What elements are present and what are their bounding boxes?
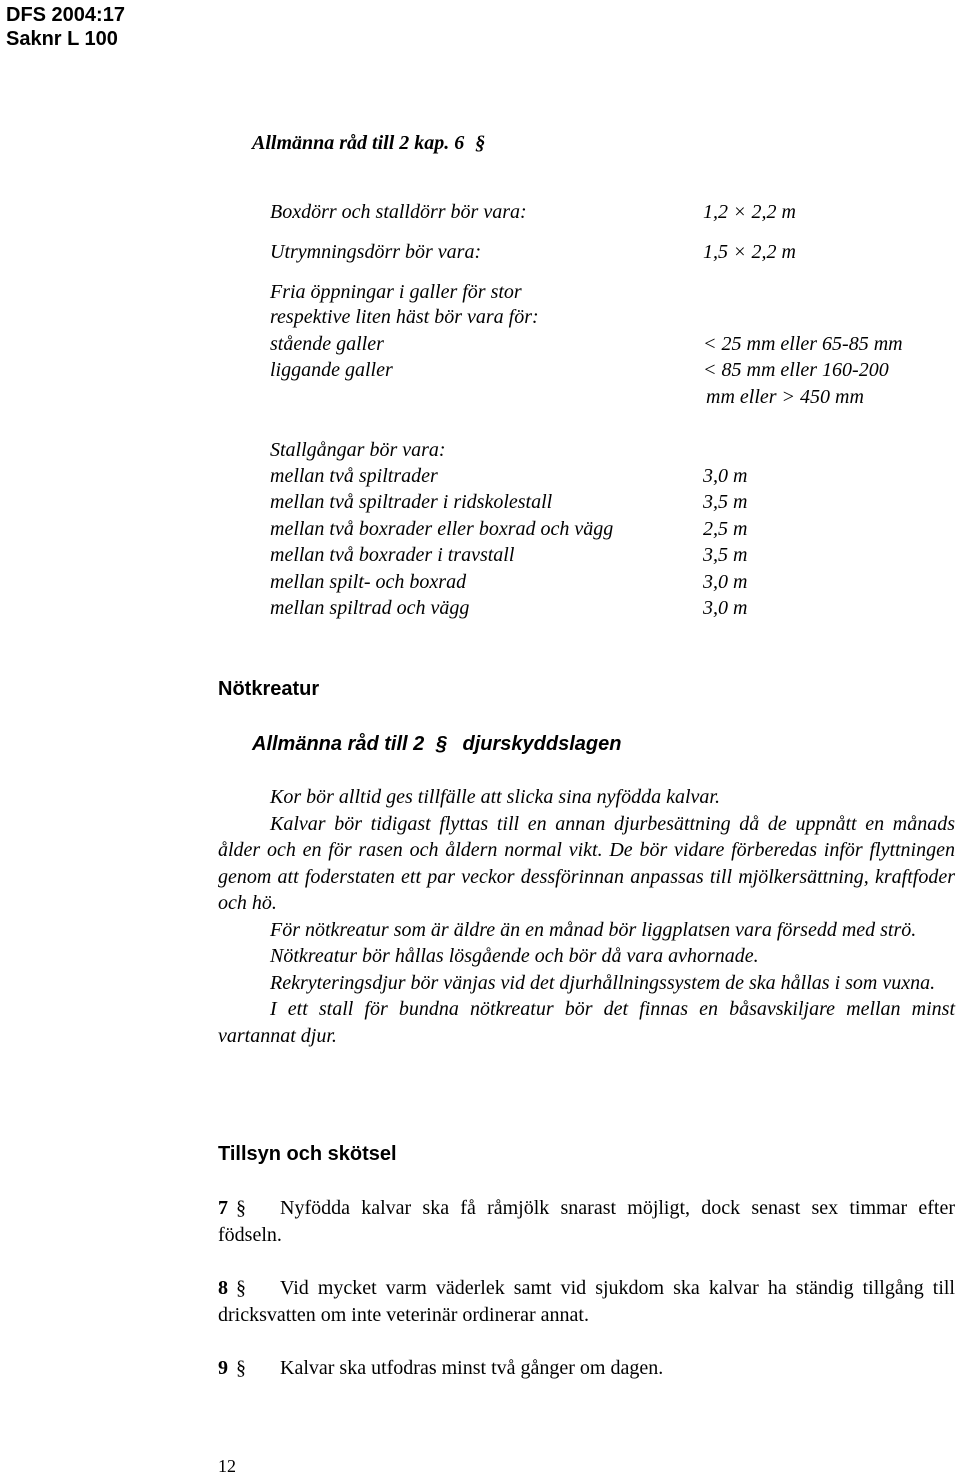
stall-item-value: 2,5 m: [703, 518, 748, 540]
notkreatur-paragraph: [218, 943, 955, 970]
stall-item-value: 3,0 m: [703, 571, 748, 593]
section-text: Nyfödda kalvar ska få råmjölk snarast möjligt, dock senast sex timmar efter födseln.: [218, 1197, 955, 1246]
notkreatur-heading: Nötkreatur: [218, 678, 320, 700]
section-text: Kalvar ska utfodras minst två gånger om dagen.: [280, 1357, 664, 1379]
fria-standing-value: < 25 mm eller 65-85 mm: [703, 333, 903, 355]
notkreatur-subheading-a: Allmänna råd till 2: [252, 733, 425, 755]
fria-line-1: Fria öppningar i galler för stor: [270, 281, 522, 303]
stall-item-value: 3,0 m: [703, 465, 748, 487]
section-8: [218, 1275, 955, 1328]
section-title-text: Allmänna råd till 2 kap. 6: [252, 132, 465, 154]
section-number: 7: [218, 1197, 228, 1219]
stall-title: Stallgångar bör vara:: [270, 439, 446, 461]
notkreatur-paragraph: [218, 970, 955, 997]
notkreatur-paragraph: [218, 996, 955, 1049]
paragraph-text: För nötkreatur som är äldre än en månad bör liggplatsen vara försedd med strö.: [270, 918, 917, 941]
paragraph-symbol: §: [236, 1277, 246, 1299]
section-9: [218, 1355, 955, 1382]
door-label-1: Boxdörr och stalldörr bör vara:: [270, 201, 527, 223]
paragraph-text: Nötkreatur bör hållas lösgående och bör då vara avhornade.: [270, 945, 759, 967]
stall-item-label: mellan två spiltrader: [270, 465, 438, 487]
section-text: Vid mycket varm väderlek samt vid sjukdom ska kalvar ha ständig tillgång till dricksvatten om inte veterinär ordinerar annat.: [218, 1277, 955, 1326]
paragraph-symbol: §: [236, 1357, 246, 1379]
case-number: Saknr L 100: [6, 28, 118, 50]
fria-line-2: respektive liten häst bör vara för:: [270, 306, 539, 328]
notkreatur-subheading: [252, 733, 621, 756]
door-label-2: Utrymningsdörr bör vara:: [270, 241, 482, 263]
fria-lying-value: < 85 mm eller 160-200: [703, 359, 889, 381]
fria-lying-label: liggande galler: [270, 359, 393, 381]
section-title: [252, 132, 485, 155]
notkreatur-paragraph: [218, 917, 955, 944]
stall-item-value: 3,5 m: [703, 491, 748, 513]
stall-item-value: 3,0 m: [703, 597, 748, 619]
stall-item-label: mellan spilt- och boxrad: [270, 571, 467, 593]
section-7: [218, 1195, 955, 1248]
stall-item-label: mellan spiltrad och vägg: [270, 597, 470, 619]
tillsyn-heading: Tillsyn och skötsel: [218, 1143, 397, 1165]
paragraph-text: Kor bör alltid ges tillfälle att slicka sina nyfödda kalvar.: [270, 786, 720, 808]
paragraph-text: I ett stall för bundna nötkreatur bör det finnas en båsavskiljare mellan minst vartannat djur.: [218, 998, 955, 1047]
document-id: DFS 2004:17: [6, 4, 125, 26]
notkreatur-paragraph: [218, 811, 955, 917]
paragraph-text: Rekryteringsdjur bör vänjas vid det djurhållningssystem de ska hållas i som vuxna.: [270, 971, 936, 994]
stall-item-label: mellan två boxrader eller boxrad och vägg: [270, 518, 614, 540]
page-number: 12: [218, 1456, 236, 1476]
door-value-2: 1,5 × 2,2 m: [703, 241, 796, 263]
notkreatur-subheading-b: djurskyddslagen: [462, 733, 622, 755]
paragraph-symbol: §: [236, 1197, 246, 1219]
section-number: 8: [218, 1277, 228, 1299]
notkreatur-paragraph: [218, 784, 955, 811]
door-value-1: 1,2 × 2,2 m: [703, 201, 796, 223]
paragraph-text: Kalvar bör tidigast flyttas till en annan djurbesättning då de uppnått en månads ålder och en för rasen och åldern normal vikt. De bör vidare förberedas inför flyttningen genom att foderstaten ett par veckor dessförinnan anpassas till mjölkersättning, kraftfoder och hö.: [218, 812, 955, 914]
stall-item-label: mellan två boxrader i travstall: [270, 544, 515, 566]
notkreatur-body: [218, 784, 955, 1049]
paragraph-symbol: §: [435, 733, 447, 755]
fria-standing-label: stående galler: [270, 333, 384, 355]
stall-item-value: 3,5 m: [703, 544, 748, 566]
fria-lying-value-cont: mm eller > 450 mm: [706, 386, 864, 408]
section-number: 9: [218, 1357, 228, 1379]
paragraph-symbol: §: [475, 132, 486, 154]
stall-item-label: mellan två spiltrader i ridskolestall: [270, 491, 553, 513]
